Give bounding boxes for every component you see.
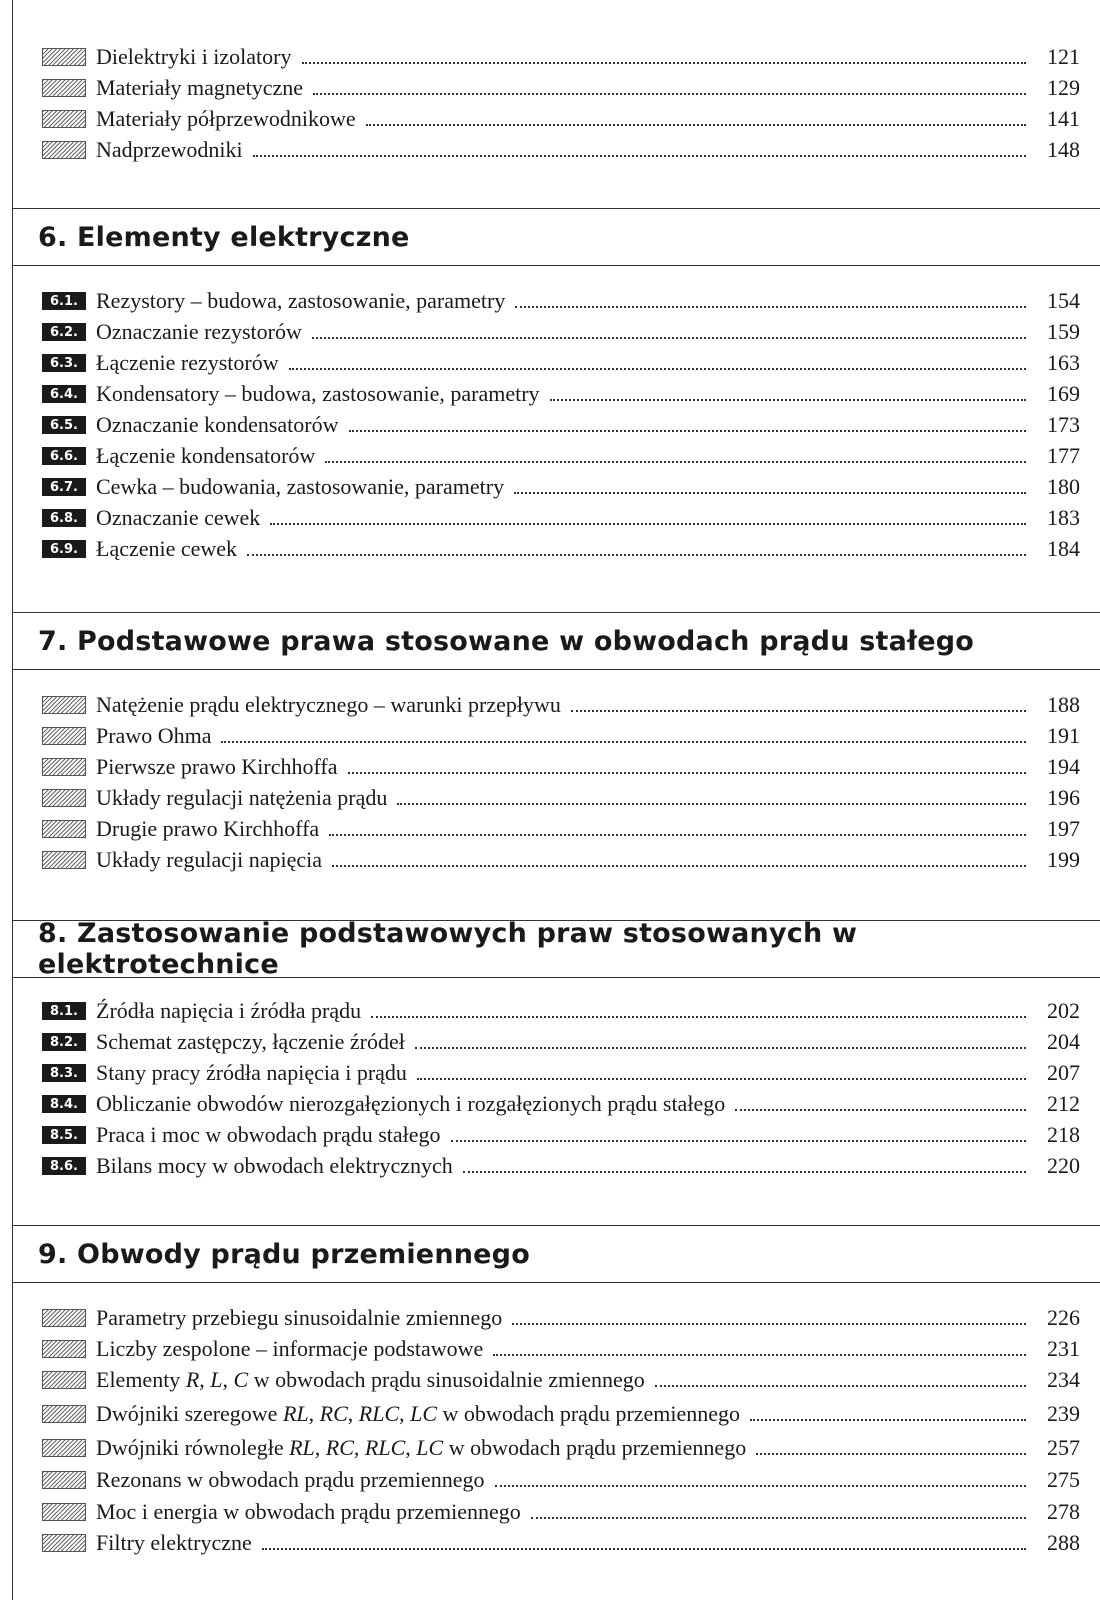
hatched-marker-icon [42,851,86,869]
toc-entry[interactable] [12,73,1100,103]
toc-entry[interactable] [12,845,1100,875]
chapter-heading-band [12,208,1100,266]
dot-leader [571,710,1026,712]
entry-label: Oznaczanie rezystorów [96,319,302,344]
entry-page: 197 [1047,816,1080,841]
section-number-badge: 6.4. [42,385,86,403]
toc-entry[interactable] [12,348,1100,378]
toc-entry[interactable] [12,317,1100,347]
entry-page: 218 [1047,1122,1080,1147]
dot-leader [289,368,1026,370]
entry-label: Dwójniki równoległe RL, RC, RLC, LC w obwodach prądu przemiennego [96,1435,747,1460]
dot-leader [270,523,1026,525]
dot-leader [312,337,1026,339]
toc-entry[interactable] [12,503,1100,533]
dot-leader [329,834,1026,836]
entry-label: Materiały magnetyczne [96,75,304,100]
toc-entry[interactable] [12,1303,1100,1333]
hatched-marker-icon [42,48,86,66]
entry-label: Liczby zespolone – informacje podstawowe [96,1336,484,1361]
toc-entry[interactable] [12,472,1100,502]
hatched-marker-icon [42,1371,86,1389]
hatched-marker-icon [42,1471,86,1489]
entry-label: Dielektryki i izolatory [96,44,292,69]
entry-page: 207 [1047,1060,1080,1085]
entry-label: Układy regulacji napięcia [96,847,323,872]
section-number-badge: 6.5. [42,416,86,434]
dot-leader [655,1385,1026,1387]
entry-label: Łączenie rezystorów [96,350,279,375]
toc-entry[interactable] [12,1433,1100,1463]
entry-page: 121 [1047,44,1080,69]
entry-label: Elementy R, L, C w obwodach prądu sinusoidalnie zmiennego [96,1367,645,1392]
toc-entry[interactable] [12,1151,1100,1181]
toc-entry[interactable] [12,783,1100,813]
entry-label: Łączenie kondensatorów [96,443,316,468]
hatched-marker-icon [42,696,86,714]
dot-leader [512,1323,1026,1325]
entry-page: 220 [1047,1153,1080,1178]
chapter-title[interactable]: 8. Zastosowanie podstawowych praw stosowanych w elektrotechnice [38,918,858,980]
toc-entry[interactable] [12,1365,1100,1395]
entry-label: Bilans mocy w obwodach elektrycznych [96,1153,453,1178]
entry-page: 184 [1047,536,1080,561]
dot-leader [325,461,1026,463]
dot-leader [463,1171,1026,1173]
entry-page: 163 [1047,350,1080,375]
entry-label: Moc i energia w obwodach prądu przemiennego [96,1499,521,1524]
toc-entry[interactable] [12,1465,1100,1495]
entry-label: Oznaczanie cewek [96,505,261,530]
toc-entry[interactable] [12,42,1100,72]
section-number-badge: 8.1. [42,1002,86,1020]
entry-page: 129 [1047,75,1080,100]
section-number-badge: 8.4. [42,1095,86,1113]
chapter-heading-band [12,612,1100,670]
section-number-badge: 6.7. [42,478,86,496]
entry-page: 278 [1047,1499,1080,1524]
entry-page: 173 [1047,412,1080,437]
entry-label: Rezonans w obwodach prądu przemiennego [96,1467,485,1492]
toc-entry[interactable] [12,286,1100,316]
dot-leader [531,1517,1026,1519]
entry-page: 141 [1047,106,1080,131]
section-number-badge: 6.9. [42,540,86,558]
dot-leader [550,399,1026,401]
toc-entry[interactable] [12,1497,1100,1527]
section-number-badge: 6.6. [42,447,86,465]
section-number-badge: 6.8. [42,509,86,527]
entry-label: Oznaczanie kondensatorów [96,412,339,437]
dot-leader [495,1485,1026,1487]
toc-entry[interactable] [12,721,1100,751]
dot-leader [253,155,1026,157]
entry-page: 169 [1047,381,1080,406]
hatched-marker-icon [42,1405,86,1423]
toc-entry[interactable] [12,1027,1100,1057]
entry-page: 159 [1047,319,1080,344]
section-number-badge: 8.2. [42,1033,86,1051]
hatched-marker-icon [42,1534,86,1552]
chapter-title[interactable]: 9. Obwody prądu przemiennego [38,1238,530,1270]
entry-page: 212 [1047,1091,1080,1116]
dot-leader [371,1016,1026,1018]
dot-leader [493,1354,1026,1356]
hatched-marker-icon [42,110,86,128]
entry-label: Prawo Ohma [96,723,212,748]
toc-entry[interactable] [12,996,1100,1026]
dot-leader [247,554,1026,556]
section-number-badge: 8.6. [42,1157,86,1175]
dot-leader [348,772,1026,774]
entry-page: 257 [1047,1435,1080,1460]
hatched-marker-icon [42,1340,86,1358]
entry-label: Drugie prawo Kirchhoffa [96,816,320,841]
section-number-badge: 6.2. [42,323,86,341]
entry-label: Praca i moc w obwodach prądu stałego [96,1122,441,1147]
dot-leader [313,93,1026,95]
toc-entry[interactable] [12,1058,1100,1088]
dot-leader [262,1548,1026,1550]
section-number-badge: 6.3. [42,354,86,372]
hatched-marker-icon [42,758,86,776]
toc-entry[interactable] [12,410,1100,440]
hatched-marker-icon [42,1309,86,1327]
entry-page: 154 [1047,288,1080,313]
toc-entry[interactable] [12,104,1100,134]
section-number-badge: 6.1. [42,292,86,310]
entry-label: Łączenie cewek [96,536,238,561]
entry-page: 180 [1047,474,1080,499]
entry-label: Obliczanie obwodów nierozgałęzionych i rozgałęzionych prądu stałego [96,1091,726,1116]
section-number-badge: 8.3. [42,1064,86,1082]
entry-label: Schemat zastępczy, łączenie źródeł [96,1029,405,1054]
entry-page: 275 [1047,1467,1080,1492]
entry-label: Układy regulacji natężenia prądu [96,785,388,810]
toc-entry[interactable] [12,690,1100,720]
entry-page: 188 [1047,692,1080,717]
dot-leader [302,62,1027,64]
dot-leader [397,803,1026,805]
toc-entry[interactable] [12,379,1100,409]
dot-leader [735,1109,1026,1111]
entry-label: Filtry elektryczne [96,1530,252,1555]
entry-page: 199 [1047,847,1080,872]
entry-page: 239 [1047,1401,1080,1426]
hatched-marker-icon [42,1439,86,1457]
dot-leader [366,124,1026,126]
entry-page: 194 [1047,754,1080,779]
entry-label: Natężenie prądu elektrycznego – warunki przepływu [96,692,561,717]
chapter-heading-band [12,1225,1100,1283]
entry-label: Materiały półprzewodnikowe [96,106,356,131]
entry-page: 234 [1047,1367,1080,1392]
hatched-marker-icon [42,141,86,159]
hatched-marker-icon [42,789,86,807]
toc-entry[interactable] [12,814,1100,844]
chapter-heading-band [12,920,1100,978]
toc-entry[interactable] [12,534,1100,564]
entry-label: Parametry przebiegu sinusoidalnie zmiennego [96,1305,503,1330]
dot-leader [349,430,1026,432]
dot-leader [515,306,1026,308]
toc-entry[interactable] [12,1399,1100,1429]
dot-leader [514,492,1026,494]
toc-entry[interactable] [12,441,1100,471]
entry-label: Nadprzewodniki [96,137,243,162]
toc-entry[interactable] [12,1528,1100,1558]
section-number-badge: 8.5. [42,1126,86,1144]
toc-entry[interactable] [12,1334,1100,1364]
entry-label: Pierwsze prawo Kirchhoffa [96,754,338,779]
entry-label: Rezystory – budowa, zastosowanie, parametry [96,288,506,313]
entry-page: 183 [1047,505,1080,530]
hatched-marker-icon [42,727,86,745]
toc-entry[interactable] [12,1089,1100,1119]
entry-page: 231 [1047,1336,1080,1361]
entry-page: 148 [1047,137,1080,162]
toc-entry[interactable] [12,1120,1100,1150]
toc-entry[interactable] [12,752,1100,782]
entry-page: 204 [1047,1029,1080,1054]
entry-page: 288 [1047,1530,1080,1555]
entry-page: 226 [1047,1305,1080,1330]
hatched-marker-icon [42,820,86,838]
entry-label: Dwójniki szeregowe RL, RC, RLC, LC w obwodach prądu przemiennego [96,1401,741,1426]
dot-leader [750,1419,1026,1421]
entry-label: Stany pracy źródła napięcia i prądu [96,1060,407,1085]
entry-page: 196 [1047,785,1080,810]
dot-leader [756,1453,1026,1455]
entry-page: 191 [1047,723,1080,748]
entry-label: Cewka – budowania, zastosowanie, parametry [96,474,505,499]
dot-leader [221,741,1026,743]
chapter-title[interactable]: 6. Elementy elektryczne [38,221,410,253]
hatched-marker-icon [42,1503,86,1521]
dot-leader [417,1078,1026,1080]
chapter-title[interactable]: 7. Podstawowe prawa stosowane w obwodach prądu stałego [38,625,975,657]
dot-leader [451,1140,1026,1142]
entry-label: Źródła napięcia i źródła prądu [96,998,362,1023]
entry-page: 202 [1047,998,1080,1023]
dot-leader [415,1047,1026,1049]
hatched-marker-icon [42,79,86,97]
entry-page: 177 [1047,443,1080,468]
entry-label: Kondensatory – budowa, zastosowanie, parametry [96,381,540,406]
dot-leader [332,865,1026,867]
toc-entry[interactable] [12,135,1100,165]
